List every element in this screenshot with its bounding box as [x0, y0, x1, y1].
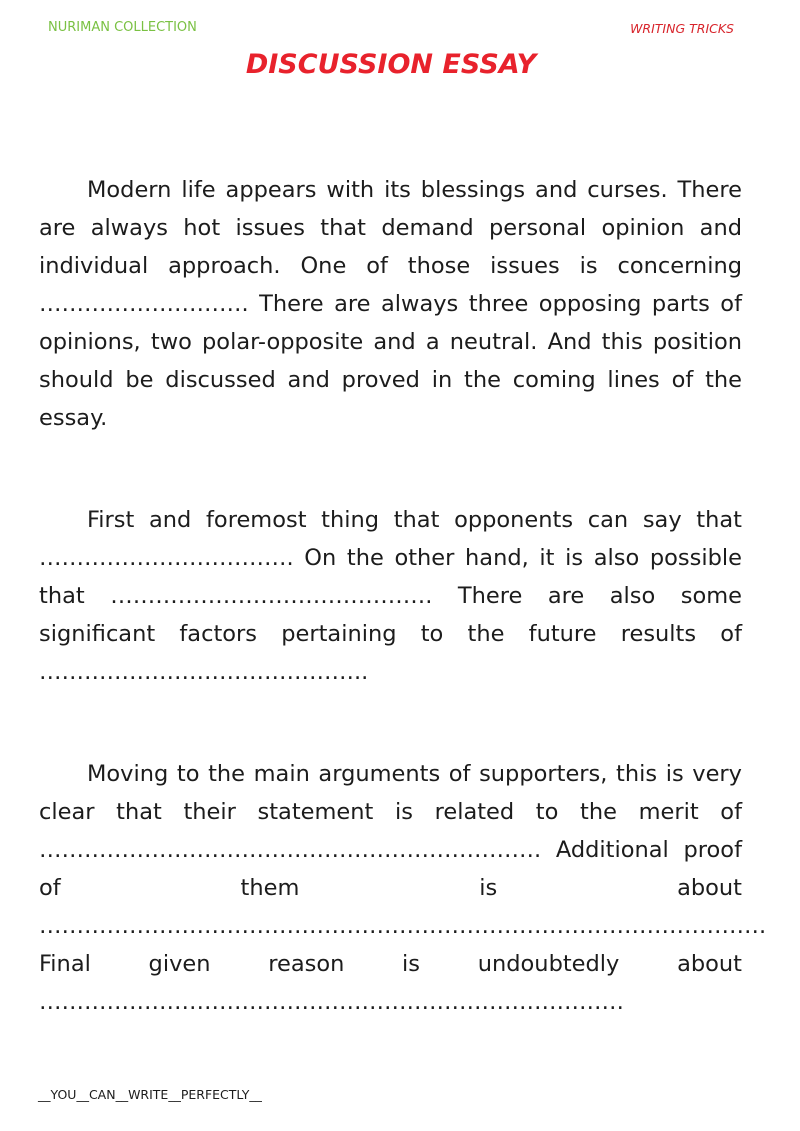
series-name: WRITING TRICKS — [630, 21, 734, 36]
paragraph-introduction: Modern life appears with its blessings and curses. There are always hot issues that demand personal opinion and individual approach. One of those issues is concerning ………………………. There are always three opposing parts of opinions, two polar-opposite and a neutral. And this position should be discussed and proved in the coming lines of the essay. — [39, 177, 742, 431]
collection-name: NURIMAN COLLECTION — [48, 20, 197, 35]
essay-title: DISCUSSION ESSAY — [245, 49, 537, 80]
footer-slogan: __YOU__CAN__WRITE__PERFECTLY__ — [38, 1087, 262, 1102]
paragraph-opponents: First and foremost thing that opponents can say that ……………………………. On the other hand, it is also possible that ……………………………………. There are also some significant factors pertaining to the future results of …………………………………….. — [39, 507, 742, 685]
paragraph-supporters: Moving to the main arguments of supporters, this is very clear that their statement is related to the merit of …………………………………………………………. Additional proof of them is about ……………………………………………………………………………………. Final given reason is undoubtedly about …………………………………………………………………… — [39, 761, 767, 1015]
